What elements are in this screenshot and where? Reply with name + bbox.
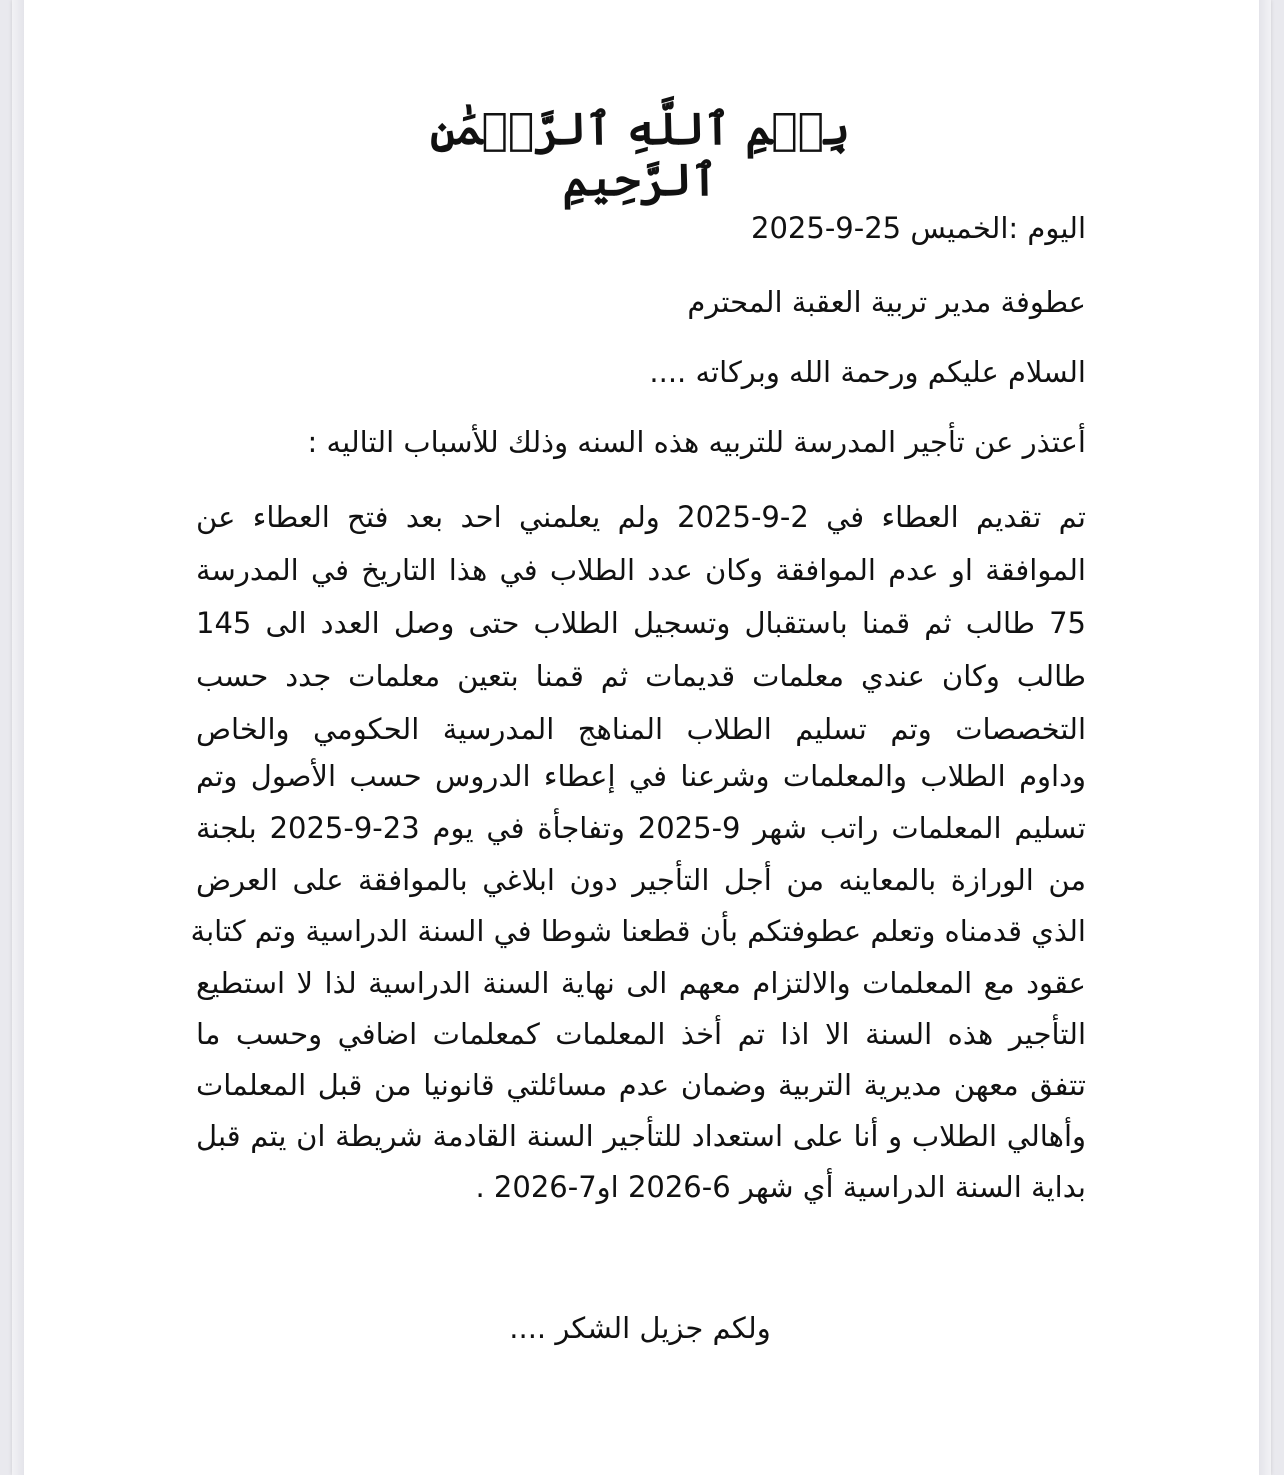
body-line: من الورازة بالمعاينه من أجل التأجير دون ابلاغي بالموافقة على العرض [196, 863, 1086, 897]
recipient-line: عطوفة مدير تربية العقبة المحترم [687, 285, 1086, 319]
body-line: وأهالي الطلاب و أنا على استعداد للتأجير السنة القادمة شريطة ان يتم قبل [196, 1119, 1086, 1153]
greeting-line: السلام عليكم ورحمة الله وبركاته .... [649, 355, 1086, 389]
intro-line: أعتذر عن تأجير المدرسة للتربيه هذه السنه وذلك للأسباب التاليه : [307, 425, 1086, 459]
page-edge-left [12, 0, 24, 1475]
body-line: تم تقديم العطاء في 2-9-2025 ولم يعلمني احد بعد فتح العطاء عن [196, 500, 1086, 534]
body-line: عقود مع المعلمات والالتزام معهم الى نهاية السنة الدراسية لذا لا استطيع [196, 966, 1086, 1000]
body-line: تتفق معهن مديرية التربية وضمان عدم مسائلتي قانونيا من قبل المعلمات [196, 1068, 1086, 1102]
body-line: وداوم الطلاب والمعلمات وشرعنا في إعطاء الدروس حسب الأصول وتم [196, 759, 1086, 793]
body-line: الموافقة او عدم الموافقة وكان عدد الطلاب في هذا التاريخ في المدرسة [196, 553, 1086, 587]
body-line: التخصصات وتم تسليم الطلاب المناهج المدرسية الحكومي والخاص [196, 712, 1086, 746]
body-line: التأجير هذه السنة الا اذا تم أخذ المعلمات كمعلمات اضافي وحسب ما [196, 1017, 1086, 1051]
body-line: 75 طالب ثم قمنا باستقبال وتسجيل الطلاب حتى وصل العدد الى 145 [196, 606, 1086, 640]
date-line: اليوم :الخميس 25-9-2025 [751, 211, 1086, 245]
body-line: تسليم المعلمات راتب شهر 9-2025 وتفاجأة في يوم 23-9-2025 بلجنة [196, 811, 1086, 845]
closing-line: ولكم جزيل الشكر .... [509, 1311, 771, 1345]
body-line-last: بداية السنة الدراسية أي شهر 6-2026 او7-2026 . [475, 1170, 1086, 1204]
body-line: الذي قدمناه وتعلم عطوفتكم بأن قطعنا شوطا في السنة الدراسية وتم كتابة [190, 914, 1086, 948]
basmala-heading: بِسۡمِ ٱللَّهِ ٱلرَّحۡمَٰنِ ٱلرَّحِيمِ [430, 104, 850, 206]
body-line: طالب وكان عندي معلمات قديمات ثم قمنا بتعين معلمات جدد حسب [196, 659, 1086, 693]
page-edge-right [1259, 0, 1271, 1475]
